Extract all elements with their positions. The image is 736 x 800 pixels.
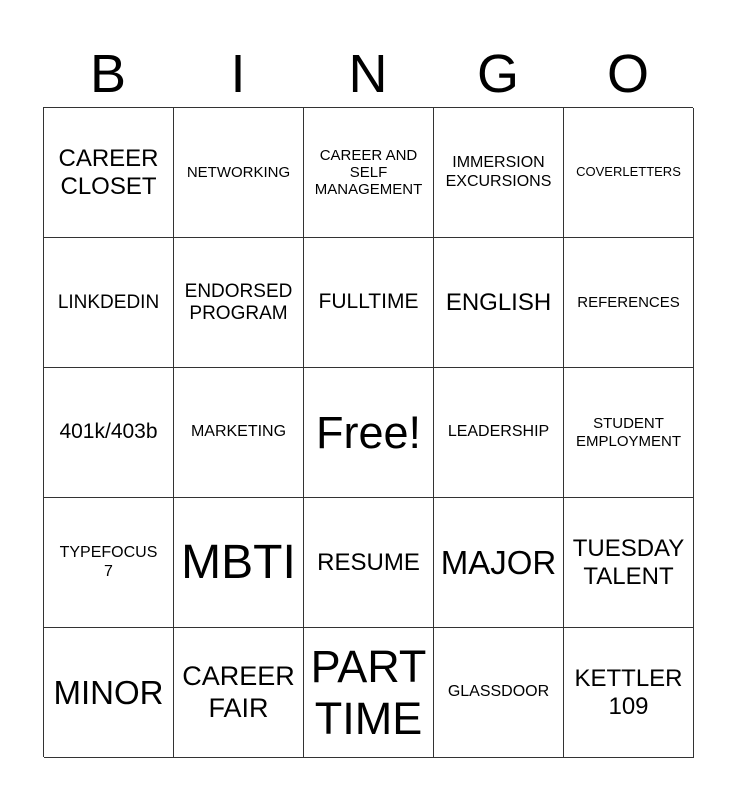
cell-label: FULLTIME [318,290,419,314]
bingo-cell[interactable] [174,628,304,758]
cell-label: COVERLETTERS [576,164,681,180]
cell-label: GLASSDOOR [447,683,550,701]
bingo-cell[interactable] [304,238,434,368]
bingo-cell[interactable] [304,108,434,238]
bingo-cell[interactable] [564,628,694,758]
cell-label: STUDENT EMPLOYMENT [575,415,681,450]
header-letter-b: B [89,44,127,104]
bingo-cell[interactable] [44,628,174,758]
cell-label: KETTLER 109 [574,664,683,720]
bingo-cell[interactable] [564,238,694,368]
bingo-cell[interactable] [434,498,564,628]
cell-label: CAREER AND SELF MANAGEMENT [314,146,423,199]
bingo-cell[interactable] [44,368,174,498]
bingo-cell[interactable] [434,628,564,758]
bingo-cell[interactable] [434,238,564,368]
cell-label: NETWORKING [186,163,291,181]
header-letter-i: I [230,44,246,104]
bingo-cell[interactable] [564,498,694,628]
cell-label: CAREER FAIR [182,661,295,723]
bingo-cell[interactable] [174,238,304,368]
cell-label: RESUME [317,548,420,576]
bingo-cell-free[interactable] [304,368,434,498]
bingo-cell[interactable] [304,498,434,628]
cell-label: MINOR [53,673,164,711]
cell-label: TYPEFOCUS 7 [59,544,158,580]
bingo-cell[interactable] [44,498,174,628]
bingo-cell[interactable] [434,108,564,238]
free-space-label: Free! [315,406,422,458]
header-letter-g: G [476,44,519,104]
cell-label: MARKETING [190,423,287,441]
cell-label: MAJOR [440,543,557,581]
bingo-cell[interactable] [434,368,564,498]
bingo-cell[interactable] [44,108,174,238]
bingo-cell[interactable] [44,238,174,368]
cell-label: LEADERSHIP [447,423,550,441]
bingo-card-grid [43,107,693,757]
bingo-cell[interactable] [304,628,434,758]
cell-label: 401k/403b [59,420,158,444]
bingo-cell[interactable] [174,108,304,238]
bingo-cell[interactable] [174,498,304,628]
header-letter-n: N [348,44,388,104]
cell-label: LINKDEDIN [57,291,160,313]
cell-label: ENGLISH [445,288,552,316]
cell-label: CAREER CLOSET [58,144,159,200]
cell-label: REFERENCES [577,293,680,311]
bingo-header [43,40,693,108]
bingo-cell[interactable] [174,368,304,498]
header-letter-o: O [606,44,649,104]
bingo-cell[interactable] [564,368,694,498]
cell-label: TUESDAY TALENT [572,534,685,590]
cell-label: IMMERSION EXCURSIONS [445,154,552,190]
bingo-cell[interactable] [564,108,694,238]
cell-label: PART TIME [310,640,427,744]
cell-label: MBTI [181,535,296,589]
cell-label: ENDORSED PROGRAM [184,280,293,324]
